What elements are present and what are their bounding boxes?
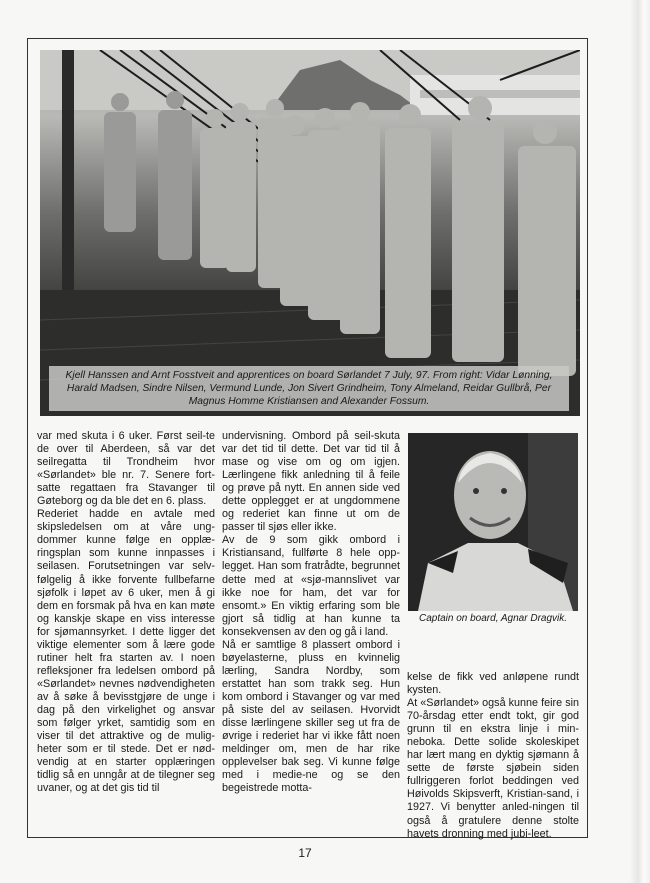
paragraph: Av de 9 som gikk ombord i Kristiansand, fullførte 8 hele opp-legget. Han som fratrådte, begrunnet dette med at «sjø-mannslivet var ikke noe for ham, det var for ensomt.» En viktig erfaring som ble gjort så tidlig at han kunne ta konsekvensen av den og gå i land. (222, 534, 400, 638)
page-number: 17 (298, 846, 312, 860)
paragraph: kelse de fikk ved anløpene rundt kysten. (407, 671, 579, 697)
text-column-1 (37, 430, 215, 795)
paragraph: Nå er samtlige 8 plassert ombord i bøyelasterne, pluss en kvinnelig lærling, Sandra Nordby, som erstattet han som trakk seg. Hun kom ombord i Stavanger og var med på siste del av seilasen. Hvorvidt disse lærlingene skiller seg ut fra de øvrige i rederiet har vi ikke fått noen meldinger om, men de har rike opplevelser bak seg. Vi kunne følge med i medie-ne og se den begeistrede motta- (222, 638, 400, 795)
page-spine (630, 0, 650, 883)
text-column-3 (407, 671, 579, 841)
paragraph: undervisning. Ombord på seil-skuta var det tid til dette. Det var tid til å mase og vise om og om igjen. Lærlingene fikk anledning til å feile og prøve på nytt. En annen side ved dette opplegget er at ungdommene og rederiet kan finne ut om de passer til sjøs eller ikke. (222, 430, 400, 534)
text-column-2 (222, 430, 400, 795)
main-photo-caption: Kjell Hanssen and Arnt Fosstveit and apprentices on board Sørlandet 7 July, 97. From right: Vidar Lønning, Harald Madsen, Sindre Nilsen, Vermund Lunde, Jon Sivert Grindheim, Tony Almeland, Reidar Gullbrå, Per Magnus Homme Kristiansen and Alexander Fossum. (49, 366, 569, 411)
paragraph: Rederiet hadde en avtale med skipsledelsen om at våre ung-dommer kunne følge en opplæ-ringsplan som kunne innpasses i seilasen. Forutsetningen var selv-følgelig å ikke forvente fullbefarne sjøfolk i løpet av 6 uker, men å gi dem en forsmak på hva en kan møte og kanskje skape en viss interesse for sjømannsyrket. I dette ligger det viktige elementer som å lære gode rutiner helt fra starten av. I noen refleksjoner fra ledelsen ombord på «Sørlandet» nevnes nødvendigheten av å søke å bevisstgjøre de unge i dag på den virkelighet og ansvar som følger yrket, samtidig som en viser til det attraktive og de mulig-heter som er til stede. Det er nød-vendig at en starter opplæringen tidlig så en unngår at de tilegner seg uvaner, og at det gis tid til (37, 508, 215, 795)
crew-photo (40, 50, 580, 416)
captain-photo (408, 433, 578, 611)
captain-photo-caption: Captain on board, Agnar Dragvik. (418, 613, 568, 624)
paragraph: At «Sørlandet» også kunne feire sin 70-årsdag etter endt tokt, gir god grunn til en ekstra linje i min-neboka. Dette solide skoleskipet har lært mang en dyktig sjømann å sette de første sjøbein siden fullriggeren forlot beddingen ved Høivolds Skipsverft, Kristian-sand, i 1927. Vi benytter anled-ningen til også å gratulere denne stolte havets dronning med jubi-leet. (407, 697, 579, 840)
paragraph: var med skuta i 6 uker. Først seil-te de over til Aberdeen, så var det seilregatta til Trondheim hvor «Sørlandet» ble nr. 7. Senere fort-satte regattaen fra Stavanger til Gøteborg og da ble det en 6. plass. (37, 430, 215, 508)
